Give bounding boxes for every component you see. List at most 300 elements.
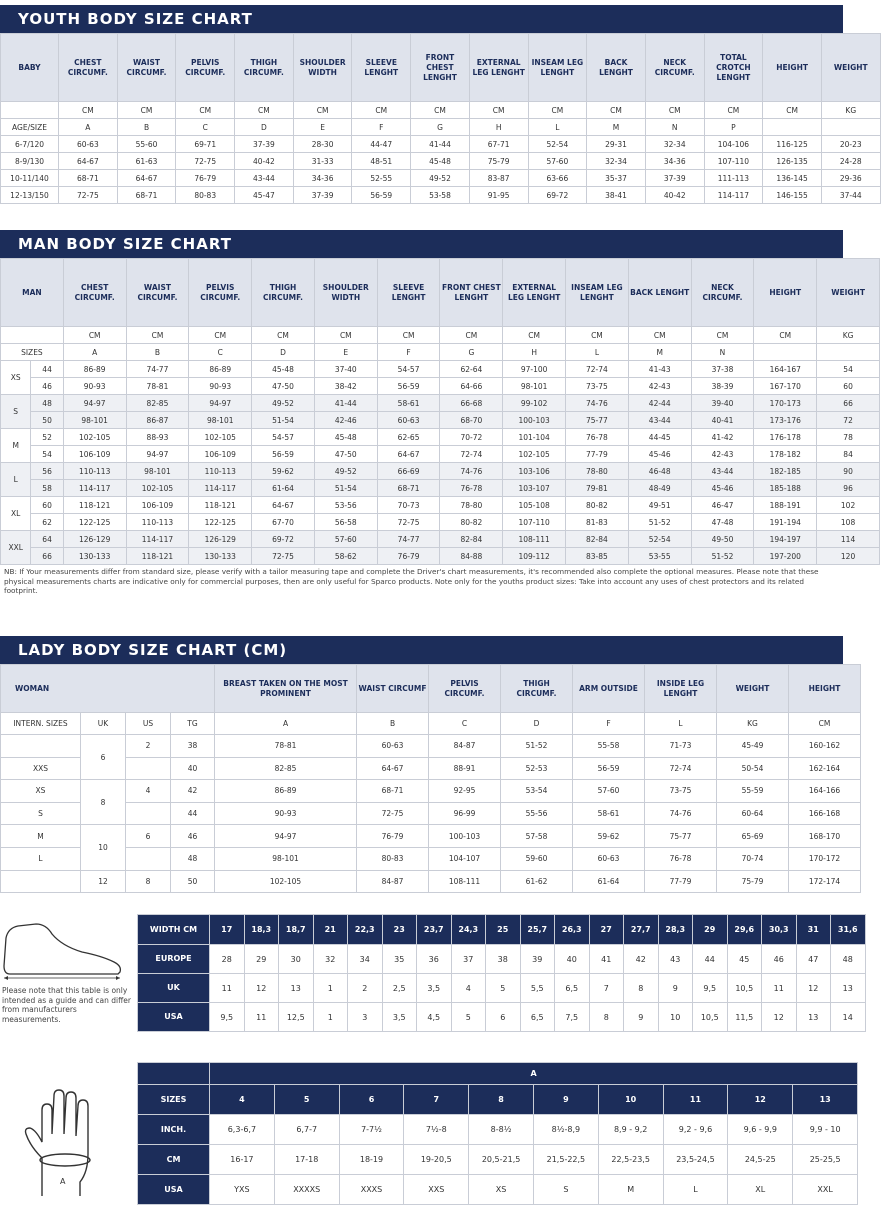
table-row	[1, 870, 861, 893]
glove-size: 4	[210, 1085, 275, 1115]
lady-subheader: US	[126, 713, 171, 735]
youth-header: WAIST CIRCUMF.	[117, 34, 176, 102]
table-row	[1, 780, 861, 803]
youth-cell: 126-135	[763, 153, 822, 170]
man-note: NB: If Your measurements differ from standard size, please verify with a tailor measuring tape and complete the Driver's chart measurements, it's recommended also complete the optional measures. Please note that these physical measurements charts are indicative only for commercial purposes, then are only useful for Sparco products. Note only for the youths product sizes: Take into account any uses of chest protectors and its related footprint.	[4, 567, 819, 595]
lady-cell: 75-77	[645, 825, 717, 848]
youth-cell: 68-71	[59, 170, 118, 187]
man-section	[0, 230, 865, 615]
man-cell: 94-97	[126, 446, 189, 463]
glove-row-label: INCH.	[138, 1115, 210, 1145]
lady-header: THIGH CIRCUMF.	[501, 665, 573, 713]
man-letter	[817, 344, 880, 361]
man-cell: 83-85	[566, 548, 629, 565]
man-cell: 90	[817, 463, 880, 480]
man-cell: 94-97	[189, 395, 252, 412]
man-header: FRONT CHEST LENGHT	[440, 259, 503, 327]
man-cell: 130-133	[189, 548, 252, 565]
glove-cell: 7½-8	[404, 1115, 469, 1145]
youth-cell: 75-79	[469, 153, 528, 170]
man-header: EXTERNAL LEG LENGHT	[503, 259, 566, 327]
lady-subheader: CM	[789, 713, 861, 735]
lady-cell: 104-107	[429, 847, 501, 870]
shoe-cell: 11	[762, 974, 797, 1003]
youth-cell: 107-110	[704, 153, 763, 170]
lady-cell: 88-91	[429, 757, 501, 780]
youth-unit: CM	[293, 102, 352, 119]
youth-letter: F	[352, 119, 411, 136]
table-row	[1, 847, 861, 870]
man-cell: 84-88	[440, 548, 503, 565]
shoe-cell: 3,5	[417, 974, 452, 1003]
glove-size: 10	[598, 1085, 663, 1115]
youth-cell: 91-95	[469, 187, 528, 204]
glove-size: 12	[728, 1085, 793, 1115]
man-size-group: S	[1, 395, 31, 429]
glove-row-label: CM	[138, 1145, 210, 1175]
shoe-width: 24,3	[451, 915, 486, 945]
man-cell: 105-108	[503, 497, 566, 514]
man-cell: 53-55	[628, 548, 691, 565]
man-cell: 38-42	[314, 378, 377, 395]
man-unit: CM	[566, 327, 629, 344]
shoe-cell: 32	[313, 945, 348, 974]
shoe-width-label: WIDTH CM	[138, 915, 210, 945]
man-cell: 86-87	[126, 412, 189, 429]
youth-cell: 34-36	[645, 153, 704, 170]
glove-cell: YXS	[210, 1175, 275, 1205]
shoe-cell: 2	[348, 974, 383, 1003]
youth-unit: CM	[235, 102, 294, 119]
youth-letter: A	[59, 119, 118, 136]
glove-cell: XXL	[793, 1175, 858, 1205]
man-cell: 72	[817, 412, 880, 429]
glove-cell: 20,5-21,5	[469, 1145, 534, 1175]
man-cell: 42-46	[314, 412, 377, 429]
man-unit: CM	[252, 327, 315, 344]
man-sizes-label: SIZES	[1, 344, 64, 361]
lady-cell: 10	[81, 825, 126, 870]
youth-header: HEIGHT	[763, 34, 822, 102]
man-cell: 49-52	[252, 395, 315, 412]
shoe-note: Please note that this table is only intended as a guide and can differ from manufacturers measurements.	[2, 986, 131, 1024]
man-letter: D	[252, 344, 315, 361]
man-cell: 53-56	[314, 497, 377, 514]
lady-cell: 86-89	[215, 780, 357, 803]
man-cell: 194-197	[754, 531, 817, 548]
shoe-cell: 10,5	[727, 974, 762, 1003]
glove-cell: 18-19	[339, 1145, 404, 1175]
shoe-icon	[2, 920, 132, 982]
shoe-cell: 9	[658, 974, 693, 1003]
lady-cell: 108-111	[429, 870, 501, 893]
man-cell: 64	[31, 531, 63, 548]
lady-subheader: INTERN. SIZES	[1, 713, 81, 735]
shoe-width: 23	[382, 915, 417, 945]
shoe-width: 27,7	[624, 915, 659, 945]
shoe-cell: 30	[279, 945, 314, 974]
youth-cell: 45-48	[411, 153, 470, 170]
man-cell: 82-85	[126, 395, 189, 412]
man-size-group: XS	[1, 361, 31, 395]
shoe-cell: 3	[348, 1003, 383, 1032]
youth-cell: 8-9/130	[1, 153, 59, 170]
man-cell: 78	[817, 429, 880, 446]
youth-unit: CM	[411, 102, 470, 119]
shoe-row-label: USA	[138, 1003, 210, 1032]
lady-cell: 98-101	[215, 847, 357, 870]
man-cell: 78-80	[440, 497, 503, 514]
man-cell: 48-49	[628, 480, 691, 497]
lady-cell: 56-59	[573, 757, 645, 780]
table-row	[138, 1175, 858, 1205]
youth-unit: CM	[528, 102, 587, 119]
lady-cell	[1, 735, 81, 758]
glove-cell: 8-8½	[469, 1115, 534, 1145]
shoe-cell: 35	[382, 945, 417, 974]
shoe-cell: 43	[658, 945, 693, 974]
man-cell: 41-42	[691, 429, 754, 446]
man-cell: 103-107	[503, 480, 566, 497]
youth-cell: 57-60	[528, 153, 587, 170]
man-cell: 102	[817, 497, 880, 514]
youth-letter: N	[645, 119, 704, 136]
youth-cell: 83-87	[469, 170, 528, 187]
glove-cell: 6,3-6,7	[210, 1115, 275, 1145]
shoe-width: 31,6	[831, 915, 866, 945]
man-cell: 102-105	[503, 446, 566, 463]
man-letter: F	[377, 344, 440, 361]
man-cell: 90-93	[63, 378, 126, 395]
man-cell: 94-97	[63, 395, 126, 412]
lady-subheader: C	[429, 713, 501, 735]
table-row	[1, 412, 880, 429]
man-cell: 79-81	[566, 480, 629, 497]
youth-header: TOTAL CROTCH LENGHT	[704, 34, 763, 102]
man-cell: 167-170	[754, 378, 817, 395]
man-unit: CM	[440, 327, 503, 344]
glove-size: 5	[274, 1085, 339, 1115]
lady-subheader: TG	[171, 713, 215, 735]
youth-unit: CM	[352, 102, 411, 119]
man-cell: 51-54	[314, 480, 377, 497]
man-cell: 197-200	[754, 548, 817, 565]
youth-cell: 53-58	[411, 187, 470, 204]
glove-section	[0, 1060, 843, 1200]
man-cell: 176-178	[754, 429, 817, 446]
shoe-width: 27	[589, 915, 624, 945]
youth-cell: 56-59	[352, 187, 411, 204]
man-cell: 56-59	[252, 446, 315, 463]
man-letter: N	[691, 344, 754, 361]
youth-cell: 52-55	[352, 170, 411, 187]
table-row	[138, 945, 866, 974]
table-row	[1, 514, 880, 531]
lady-cell: 78-81	[215, 735, 357, 758]
youth-header: THIGH CIRCUMF.	[235, 34, 294, 102]
man-header: HEIGHT	[754, 259, 817, 327]
lady-cell: 57-60	[573, 780, 645, 803]
man-cell: 64-67	[377, 446, 440, 463]
youth-cell: 64-67	[117, 170, 176, 187]
youth-cell: 37-39	[235, 136, 294, 153]
man-cell: 78-81	[126, 378, 189, 395]
lady-cell: 102-105	[215, 870, 357, 893]
shoe-cell: 11	[210, 974, 245, 1003]
shoe-size-table	[137, 914, 866, 1032]
table-row	[1, 361, 880, 378]
man-cell: 130-133	[63, 548, 126, 565]
lady-cell: 55-58	[573, 735, 645, 758]
lady-header: INSIDE LEG LENGHT	[645, 665, 717, 713]
man-title: MAN BODY SIZE CHART	[0, 230, 843, 258]
lady-subheader: D	[501, 713, 573, 735]
lady-cell	[126, 847, 171, 870]
lady-cell	[1, 870, 81, 893]
man-cell: 45-48	[252, 361, 315, 378]
lady-cell: 61-64	[573, 870, 645, 893]
man-cell: 62	[31, 514, 63, 531]
table-row	[1, 187, 881, 204]
man-cell: 69-72	[252, 531, 315, 548]
youth-cell: 104-106	[704, 136, 763, 153]
man-header: THIGH CIRCUMF.	[252, 259, 315, 327]
lady-subheader: L	[645, 713, 717, 735]
man-cell: 76-79	[377, 548, 440, 565]
man-letter: B	[126, 344, 189, 361]
man-cell: 126-129	[189, 531, 252, 548]
shoe-cell: 37	[451, 945, 486, 974]
man-cell: 59-62	[252, 463, 315, 480]
table-row	[1, 446, 880, 463]
lady-cell: 168-170	[789, 825, 861, 848]
shoe-width: 22,3	[348, 915, 383, 945]
shoe-cell: 6,5	[555, 974, 590, 1003]
youth-header: SHOULDER WIDTH	[293, 34, 352, 102]
man-cell: 72-74	[566, 361, 629, 378]
table-row	[1, 735, 861, 758]
shoe-cell: 7,5	[555, 1003, 590, 1032]
lady-cell: 57-58	[501, 825, 573, 848]
youth-letter: L	[528, 119, 587, 136]
youth-cell: 29-31	[587, 136, 646, 153]
man-cell: 118-121	[63, 497, 126, 514]
glove-cell: 16-17	[210, 1145, 275, 1175]
shoe-cell: 39	[520, 945, 555, 974]
glove-size: 9	[533, 1085, 598, 1115]
lady-header: BREAST TAKEN ON THE MOST PROMINENT	[215, 665, 357, 713]
lady-header: PELVIS CIRCUMF.	[429, 665, 501, 713]
table-row	[1, 153, 881, 170]
man-cell: 51-52	[691, 548, 754, 565]
lady-cell: 72-74	[645, 757, 717, 780]
youth-letter	[821, 119, 880, 136]
man-cell: 52-54	[628, 531, 691, 548]
lady-cell: 60-64	[717, 802, 789, 825]
man-cell: 43-44	[691, 463, 754, 480]
man-cell: 47-50	[252, 378, 315, 395]
glove-size-table	[137, 1062, 858, 1205]
lady-cell: 60-63	[573, 847, 645, 870]
glove-cell: 19-20,5	[404, 1145, 469, 1175]
man-cell: 80-82	[440, 514, 503, 531]
youth-unit: CM	[469, 102, 528, 119]
shoe-cell: 6,5	[520, 1003, 555, 1032]
man-cell: 173-176	[754, 412, 817, 429]
youth-cell: 44-47	[352, 136, 411, 153]
shoe-width: 18,7	[279, 915, 314, 945]
lady-cell: 4	[126, 780, 171, 803]
man-cell: 86-89	[63, 361, 126, 378]
man-cell: 37-40	[314, 361, 377, 378]
lady-subheader: UK	[81, 713, 126, 735]
man-cell: 107-110	[503, 514, 566, 531]
lady-cell: 8	[126, 870, 171, 893]
youth-cell: 12-13/150	[1, 187, 59, 204]
man-cell: 60-63	[377, 412, 440, 429]
man-cell: 50	[31, 412, 63, 429]
youth-cell: 72-75	[176, 153, 235, 170]
lady-cell: XXS	[1, 757, 81, 780]
glove-cell: S	[533, 1175, 598, 1205]
man-cell: 58	[31, 480, 63, 497]
youth-cell: 61-63	[117, 153, 176, 170]
man-cell: 60	[31, 497, 63, 514]
shoe-cell: 8	[624, 974, 659, 1003]
youth-cell: 31-33	[293, 153, 352, 170]
shoe-cell: 4	[451, 974, 486, 1003]
lady-cell: 55-56	[501, 802, 573, 825]
man-cell: 54-57	[377, 361, 440, 378]
man-letter: L	[566, 344, 629, 361]
youth-section	[0, 5, 868, 210]
man-cell: 54-57	[252, 429, 315, 446]
lady-subheader: A	[215, 713, 357, 735]
man-unit: CM	[189, 327, 252, 344]
glove-cell: M	[598, 1175, 663, 1205]
glove-cell: XXXXS	[274, 1175, 339, 1205]
youth-cell: 34-36	[293, 170, 352, 187]
lady-cell: 73-75	[645, 780, 717, 803]
shoe-width: 23,7	[417, 915, 452, 945]
glove-cell: 9,9 - 10	[793, 1115, 858, 1145]
man-cell: 44-45	[628, 429, 691, 446]
lady-header: WOMAN	[1, 665, 215, 713]
youth-size-table	[0, 33, 881, 204]
man-unit: CM	[754, 327, 817, 344]
youth-cell: 6-7/120	[1, 136, 59, 153]
man-cell: 72-75	[377, 514, 440, 531]
lady-header: ARM OUTSIDE	[573, 665, 645, 713]
glove-cell: 8½-8,9	[533, 1115, 598, 1145]
man-cell: 68-70	[440, 412, 503, 429]
youth-cell: 37-39	[645, 170, 704, 187]
shoe-width: 28,3	[658, 915, 693, 945]
man-cell: 74-76	[566, 395, 629, 412]
man-cell: 44	[31, 361, 63, 378]
lady-cell: 162-164	[789, 757, 861, 780]
man-cell: 103-106	[503, 463, 566, 480]
lady-cell: 52-53	[501, 757, 573, 780]
lady-cell: 80-83	[357, 847, 429, 870]
lady-cell: 166-168	[789, 802, 861, 825]
man-letter: H	[503, 344, 566, 361]
lady-cell: 164-166	[789, 780, 861, 803]
lady-header: WEIGHT	[717, 665, 789, 713]
man-unit: KG	[817, 327, 880, 344]
man-cell: 102-105	[63, 429, 126, 446]
lady-cell: 40	[171, 757, 215, 780]
shoe-cell: 28	[210, 945, 245, 974]
lady-cell: L	[1, 847, 81, 870]
youth-unit: CM	[117, 102, 176, 119]
man-cell: 42-43	[691, 446, 754, 463]
youth-letter: B	[117, 119, 176, 136]
lady-subheader: KG	[717, 713, 789, 735]
shoe-width: 21	[313, 915, 348, 945]
man-cell: 75-77	[566, 412, 629, 429]
man-cell: 188-191	[754, 497, 817, 514]
lady-cell: 92-95	[429, 780, 501, 803]
shoe-cell: 3,5	[382, 1003, 417, 1032]
lady-cell: 71-73	[645, 735, 717, 758]
youth-cell: 24-28	[821, 153, 880, 170]
lady-cell: 61-62	[501, 870, 573, 893]
youth-cell: 114-117	[704, 187, 763, 204]
man-cell: 62-64	[440, 361, 503, 378]
table-row	[1, 136, 881, 153]
man-cell: 90-93	[189, 378, 252, 395]
man-cell: 170-173	[754, 395, 817, 412]
youth-unit: CM	[704, 102, 763, 119]
man-letter: E	[314, 344, 377, 361]
glove-corner	[138, 1063, 210, 1085]
shoe-cell: 45	[727, 945, 762, 974]
youth-cell: 63-66	[528, 170, 587, 187]
youth-cell: 146-155	[763, 187, 822, 204]
shoe-width: 30,3	[762, 915, 797, 945]
lady-cell: 64-67	[357, 757, 429, 780]
man-cell: 51-52	[628, 514, 691, 531]
glove-cell: 25-25,5	[793, 1145, 858, 1175]
shoe-cell: 38	[486, 945, 521, 974]
shoe-width: 18,3	[244, 915, 279, 945]
shoe-cell: 6	[486, 1003, 521, 1032]
lady-cell: 100-103	[429, 825, 501, 848]
man-cell: 49-51	[628, 497, 691, 514]
lady-cell: 70-74	[717, 847, 789, 870]
glove-cell: 8,9 - 9,2	[598, 1115, 663, 1145]
man-size-group: XXL	[1, 531, 31, 565]
youth-header: BACK LENGHT	[587, 34, 646, 102]
youth-cell: 37-44	[821, 187, 880, 204]
youth-unit: CM	[763, 102, 822, 119]
youth-cell: 52-54	[528, 136, 587, 153]
lady-cell: 51-52	[501, 735, 573, 758]
glove-cell: XXS	[404, 1175, 469, 1205]
man-unit: CM	[63, 327, 126, 344]
lady-cell: 84-87	[429, 735, 501, 758]
man-cell: 84	[817, 446, 880, 463]
youth-cell: 67-71	[469, 136, 528, 153]
youth-cell: 45-47	[235, 187, 294, 204]
youth-title: YOUTH BODY SIZE CHART	[0, 5, 843, 33]
man-letter: A	[63, 344, 126, 361]
man-cell: 43-44	[628, 412, 691, 429]
man-cell: 54	[31, 446, 63, 463]
glove-size: 7	[404, 1085, 469, 1115]
man-size-group: L	[1, 463, 31, 497]
